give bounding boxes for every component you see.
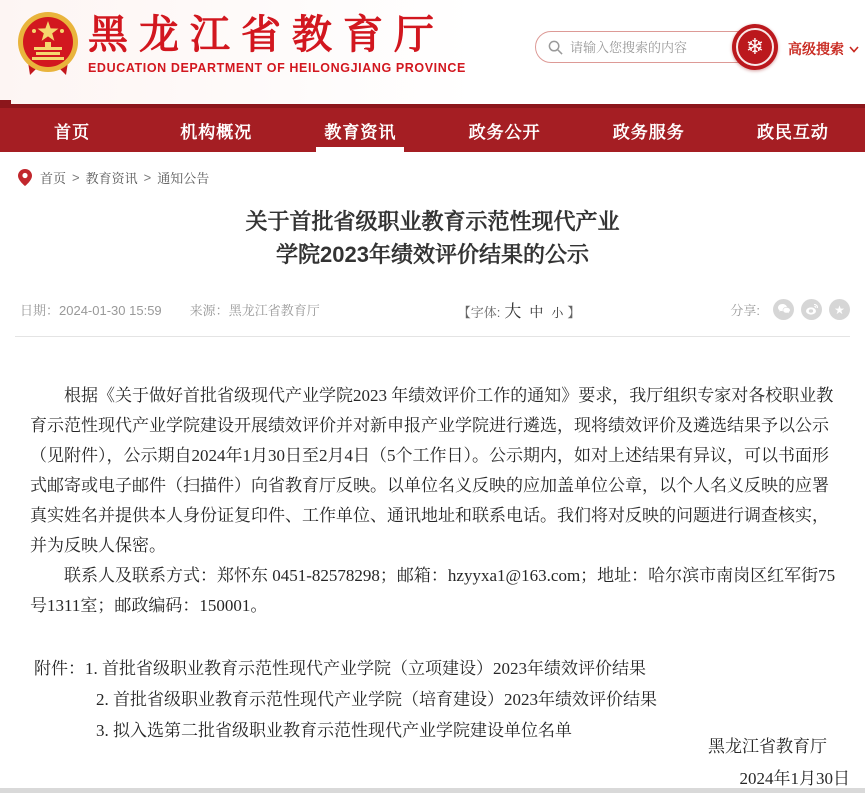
site-header [0,0,865,104]
advanced-search-link[interactable] [788,39,859,59]
nav-item-overview[interactable]: 机构概况 [180,122,253,142]
font-switcher-suffix: 】 [567,305,581,320]
article-title-line2: 学院2023年绩效评价结果的公示 [276,242,589,267]
share-label: 分享: [730,303,760,318]
weibo-share-icon[interactable] [801,299,822,320]
snowflake-icon: ❄ [736,28,774,66]
breadcrumb [0,152,865,187]
location-pin-icon [18,169,32,186]
source [190,300,320,319]
footer-strip [0,788,865,793]
font-size-medium-button[interactable]: 中 [529,304,544,320]
article-title-line1: 关于首批省级职业教育示范性现代产业 [245,209,620,234]
share-block [730,299,850,320]
date-value: 2024-01-30 15:59 [59,303,162,318]
source-value: 黑龙江省教育厅 [228,303,320,318]
share-icons [766,299,850,320]
wechat-share-icon[interactable] [773,299,794,320]
paragraph-main: 根据《关于做好首批省级现代产业学院2023 年绩效评价工作的通知》要求，我厅组织专家对各校职业教育示范性现代产业学院建设开展绩效评价并对新申报产业学院进行遴选，现将绩效评价及遴选结果予以公示（见附件），公示期自2024年1月30日至2月4日（5个工作日）。公示期内，如对上述结果有异议，可以书面形式邮寄或电子邮件（扫描件）向省教育厅反映。以单位名义反映的应加盖单位公章，以个人名义反映的应署真实姓名并提供本人身份证复印件、工作单位、通讯地址和联系电话。我们将对反映的问题进行调查核实，并为反映人保密。 [30,386,834,555]
site-subtitle: EDUCATION DEPARTMENT OF HEILONGJIANG PROVINCE [88,61,466,75]
search-box [535,31,763,63]
attachment-item-3[interactable]: 3. 拟入选第二批省级职业教育示范性现代产业学院建设单位名单 [96,721,572,740]
brand-block [88,12,466,75]
publish-date [20,300,162,319]
font-switcher-prefix: 【字体: [457,305,501,320]
nav-corner-accent [0,100,11,108]
source-label: 来源： [189,303,229,318]
national-emblem-logo [16,9,80,79]
attachment-item-1[interactable]: 1. 首批省级职业教育示范性现代产业学院（立项建设）2023年绩效评价结果 [85,659,646,678]
breadcrumb-notices[interactable]: 通知公告 [157,171,210,186]
attachment-item-2[interactable]: 2. 首批省级职业教育示范性现代产业学院（培育建设）2023年绩效评价结果 [96,690,657,709]
nav-item-interaction[interactable]: 政民互动 [756,122,829,142]
favorite-share-icon[interactable]: ★ [829,299,850,320]
chevron-down-icon [849,46,859,53]
nav-item-gov-services[interactable]: 政务服务 [612,122,685,142]
search-input[interactable] [570,40,730,55]
font-size-small-button[interactable]: 小 [551,306,564,320]
advanced-search-label: 高级搜索 [788,41,844,57]
main-nav [0,104,865,152]
nav-item-education-news[interactable]: 教育资讯 [288,108,432,152]
site-title: 黑龙江省教育厅 [88,13,445,57]
font-size-large-button[interactable]: 大 [504,302,522,321]
date-label: 日期： [20,303,60,318]
breadcrumb-separator: > [72,170,80,185]
article-title [0,205,865,271]
paragraph-contact: 联系人及联系方式：郑怀东 0451-82578298；邮箱：hzyyxa1@163.com；地址：哈尔滨市南岗区红军街75号1311室；邮政编码：150001。 [30,566,836,615]
meta-divider [15,336,850,337]
article-body [0,381,865,621]
search-icon [548,40,563,55]
article-meta-bar [0,297,865,322]
nav-item-home[interactable]: 首页 [54,122,91,142]
emblem-icon [16,9,80,81]
nav-item-gov-affairs[interactable]: 政务公开 [468,122,541,142]
meta-left [20,300,320,319]
signature-org: 黑龙江省教育厅 [708,737,827,756]
signature-block [0,732,865,793]
search-area [530,0,865,104]
font-size-switcher [458,297,581,322]
attachments-label: 附件： [34,659,85,678]
breadcrumb-home[interactable]: 首页 [40,171,67,186]
breadcrumb-education-news[interactable]: 教育资讯 [85,171,138,186]
breadcrumb-separator: > [143,170,152,185]
signature-date: 2024年1月30日 [739,769,850,788]
search-submit-button[interactable] [732,24,778,70]
